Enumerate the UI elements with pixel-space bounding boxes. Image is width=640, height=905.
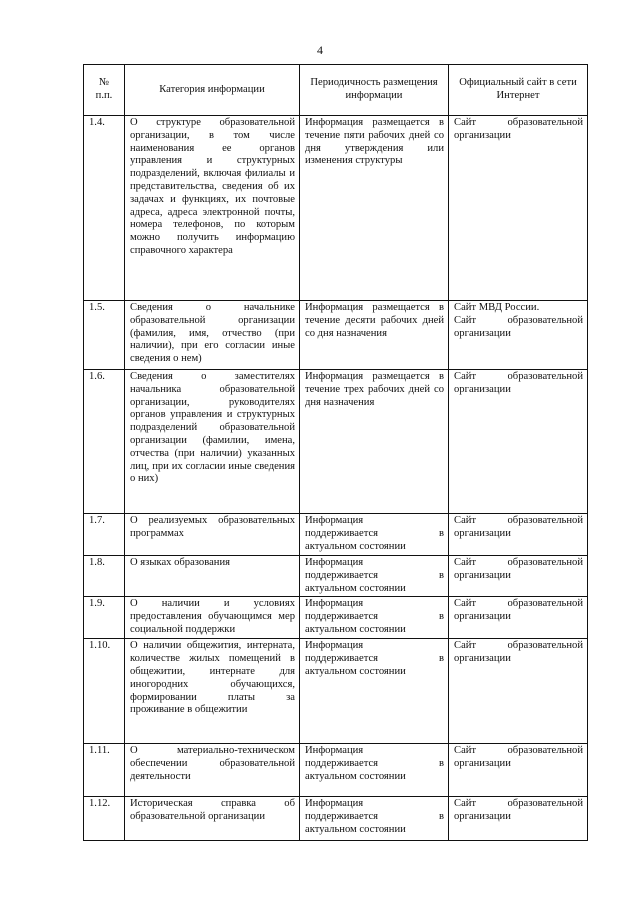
periodicity-line-1: Информация <box>305 640 364 652</box>
table-header-row <box>84 65 588 116</box>
table-row <box>84 744 588 797</box>
periodicity-line-2: поддерживается в <box>305 611 444 623</box>
row-number: 1.11. <box>84 744 125 797</box>
header-periodicity: Периодичность размещения информации <box>300 65 449 116</box>
periodicity-line-2: поддерживается в <box>305 758 444 770</box>
row-number: 1.7. <box>84 514 125 556</box>
periodicity-line-1: Информация <box>305 557 364 568</box>
row-site: Сайт образовательной организации <box>449 797 588 841</box>
table-row <box>84 116 588 301</box>
table-row <box>84 301 588 370</box>
row-periodicity: Информация размещается в течение пяти рабочих дней со дня утверждения или изменения структуры <box>300 116 449 301</box>
periodicity-line-3: актуальном состоянии <box>305 582 406 594</box>
table-row <box>84 370 588 514</box>
periodicity-line-3: актуальном состоянии <box>305 770 406 782</box>
row-number: 1.4. <box>84 116 125 301</box>
periodicity-line-1: Информация <box>305 798 364 810</box>
row-category: О материально-техническом обеспечении образовательной деятельности <box>125 744 300 797</box>
periodicity-line-2: поддерживается в <box>305 527 444 539</box>
row-number: 1.9. <box>84 597 125 639</box>
row-category: О языках образования <box>125 556 300 597</box>
row-category: О реализуемых образовательных программах <box>125 514 300 556</box>
periodicity-line-2: поддерживается в <box>305 569 444 581</box>
row-periodicity <box>300 556 449 597</box>
table-row <box>84 597 588 639</box>
row-site: Сайт образовательной организации <box>449 370 588 514</box>
row-periodicity: Информация размещается в течение десяти рабочих дней со дня назначения <box>300 301 449 370</box>
table-row <box>84 556 588 597</box>
row-number: 1.6. <box>84 370 125 514</box>
row-number: 1.10. <box>84 639 125 744</box>
site-line-org: Сайт образовательной организации <box>454 314 583 339</box>
row-periodicity <box>300 639 449 744</box>
row-periodicity: Информация размещается в течение трех рабочих дней со дня назначения <box>300 370 449 514</box>
periodicity-line-1: Информация <box>305 745 364 757</box>
row-site <box>449 301 588 370</box>
page-number: 4 <box>317 43 323 57</box>
row-number: 1.8. <box>84 556 125 597</box>
header-num: № п.п. <box>84 65 125 116</box>
table-row <box>84 639 588 744</box>
periodicity-line-2: поддерживается в <box>305 653 444 665</box>
table-row <box>84 514 588 556</box>
row-category: Историческая справка об образовательной организации <box>125 797 300 841</box>
row-periodicity <box>300 744 449 797</box>
row-category: О наличии и условиях предоставления обучающимся мер социальной поддержки <box>125 597 300 639</box>
periodicity-line-1: Информация <box>305 515 364 526</box>
row-periodicity <box>300 797 449 841</box>
header-site: Официальный сайт в сети Интернет <box>449 65 588 116</box>
periodicity-line-3: актуальном состоянии <box>305 665 406 677</box>
row-periodicity <box>300 514 449 556</box>
row-site: Сайт образовательной организации <box>449 639 588 744</box>
row-periodicity <box>300 597 449 639</box>
row-category: О структуре образовательной организации, в том числе наименования ее органов управления и структурных подразделений, включая филиалы и представительства, сведения об их задачах и функциях, их почтовые адреса, адреса электронной почты, номера телефонов, по которым можно получить информацию справочного характера <box>125 116 300 301</box>
periodicity-line-3: актуальном состоянии <box>305 540 406 552</box>
table-row <box>84 797 588 841</box>
information-table <box>83 64 588 841</box>
periodicity-line-3: актуальном состоянии <box>305 823 406 835</box>
row-category: Сведения о заместителях начальника образовательной организации, руководителях органов управления и структурных подразделений образовательной организации (фамилии, имена, отчества (при наличии) указанных лиц, при их согласии иные сведения о них) <box>125 370 300 514</box>
periodicity-line-1: Информация <box>305 598 364 610</box>
row-number: 1.5. <box>84 301 125 370</box>
row-site: Сайт образовательной организации <box>449 597 588 639</box>
row-number: 1.12. <box>84 797 125 841</box>
periodicity-line-2: поддерживается в <box>305 811 444 823</box>
row-category: О наличии общежития, интерната, количестве жилых помещений в общежитии, интернате для иногородних обучающихся, формировании платы за проживание в общежитии <box>125 639 300 744</box>
row-site: Сайт образовательной организации <box>449 556 588 597</box>
row-category: Сведения о начальнике образовательной организации (фамилия, имя, отчество (при наличии), при его согласии иные сведения о нем) <box>125 301 300 370</box>
row-site: Сайт образовательной организации <box>449 514 588 556</box>
row-site: Сайт образовательной организации <box>449 116 588 301</box>
header-category: Категория информации <box>125 65 300 116</box>
periodicity-line-3: актуальном состоянии <box>305 623 406 635</box>
site-line-mvd: Сайт МВД России. <box>454 302 540 313</box>
row-site: Сайт образовательной организации <box>449 744 588 797</box>
